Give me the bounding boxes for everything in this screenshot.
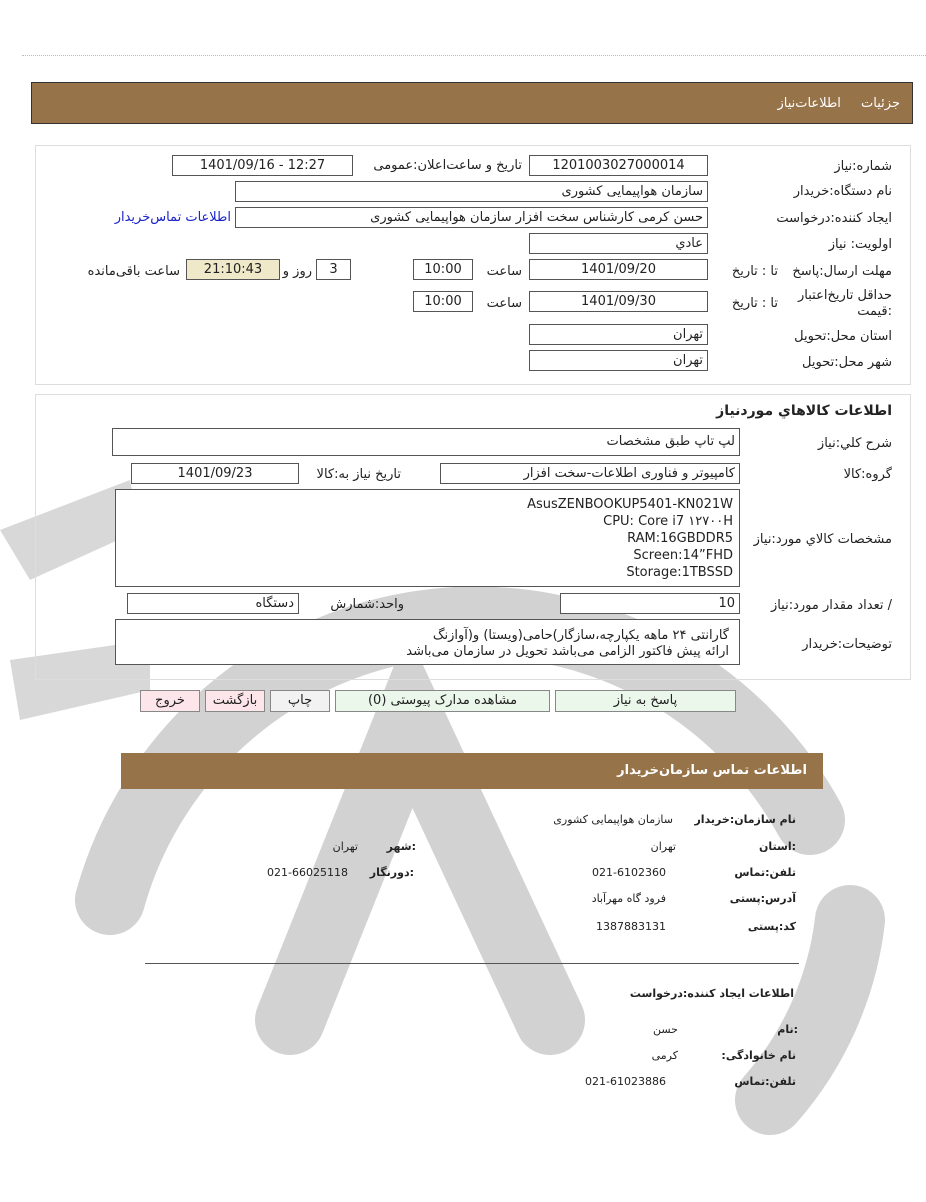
spec-line: CPU: Core i7 ۱۲۷۰۰H: [603, 514, 733, 529]
exit-button[interactable]: خروج: [140, 690, 200, 712]
contact-org-value: سازمان هواپیمایی کشوری: [553, 813, 673, 826]
buyer-org-label: نام دستگاه:خریدار: [793, 184, 892, 199]
contact-city-value: تهران: [332, 840, 358, 853]
contact-postal-value: 1387883131: [596, 920, 666, 933]
province-label: استان محل:تحویل: [794, 329, 892, 344]
contact-phone-label: تلفن:تماس: [734, 866, 796, 879]
notes-label: توضیحات:خریدار: [802, 637, 892, 652]
contact-address-value: فرود گاه مهرآباد: [591, 892, 666, 905]
contact-org-label: نام سازمان:خریدار: [694, 813, 796, 826]
buyer-contact-link[interactable]: اطلاعات تماس‌خریدار: [114, 210, 231, 225]
creator-label: ایجاد کننده:درخواست: [776, 211, 892, 226]
group-field: کامپیوتر و فناوری اطلاعات-سخت افزار: [440, 463, 740, 484]
details-header: [31, 82, 913, 124]
province-field: تهران: [529, 324, 708, 345]
summary-label: شرح كلي:نياز: [817, 436, 892, 451]
qty-field: 10: [560, 593, 740, 614]
priority-field: عادي: [529, 233, 708, 254]
validity-label-2: :قیمت: [857, 304, 892, 319]
days-label: روز و: [282, 264, 312, 279]
spec-line: RAM:16GBDDR5: [627, 531, 733, 546]
notes-line: ارائه پیش فاکتور الزامی می‌باشد تحویل در سازمان می‌باشد: [406, 644, 729, 659]
requester-family-value: کرمی: [651, 1049, 678, 1062]
spec-label: مشخصات كالاي مورد:نیاز: [753, 532, 892, 547]
contact-city-label: :شهر: [386, 840, 416, 853]
print-button[interactable]: چاپ: [270, 690, 330, 712]
back-button[interactable]: بازگشت: [205, 690, 265, 712]
unit-field: دستگاه: [127, 593, 299, 614]
deadline-date-field: 1401/09/20: [529, 259, 708, 280]
contact-divider: [145, 963, 799, 964]
requester-name-label: :نام: [777, 1023, 798, 1036]
validity-label-1: حداقل تاریخ‌اعتبار: [798, 288, 892, 303]
summary-field: لپ تاپ طبق مشخصات: [112, 428, 740, 456]
tab-need-info[interactable]: اطلاعات‌نیاز: [777, 96, 841, 111]
need-date-label: تاریخ نیاز به:کالا: [316, 467, 401, 482]
remaining-time-field: 21:10:43: [186, 259, 280, 280]
requester-name-value: حسن: [653, 1023, 678, 1036]
group-label: گروه:کالا: [843, 467, 892, 482]
contact-province-value: تهران: [650, 840, 676, 853]
need-number-field: 1201003027000014: [529, 155, 708, 176]
notes-line: گارانتی ۲۴ ماهه یکپارچه،سازگار)حامی(ویستا) و(آوازنگ: [432, 628, 729, 643]
announce-label: تاریخ و ساعت‌اعلان:عمومی: [373, 158, 522, 173]
deadline-time-field: 10:00: [413, 259, 473, 280]
contact-address-label: آدرس:پستی: [729, 892, 796, 905]
requester-title: اطلاعات ایجاد کننده:درخواست: [629, 987, 794, 1000]
attachments-button[interactable]: مشاهده مدارک پیوستی (0): [335, 690, 550, 712]
days-field: 3: [316, 259, 351, 280]
notes-field: [115, 619, 740, 665]
spec-line: AsusZENBOOKUP5401-KN021W: [527, 497, 733, 512]
contact-title: اطلاعات تماس سازمان‌خریدار: [617, 763, 807, 778]
requester-family-label: نام خانوادگی:: [721, 1049, 796, 1062]
validity-to-date-label: تا : تاریخ: [731, 296, 778, 311]
validity-time-label: ساعت: [486, 296, 522, 311]
deadline-label: مهلت ارسال:پاسخ: [792, 264, 892, 279]
requester-phone-value: 021-61023886: [585, 1075, 666, 1088]
priority-label: اولویت: نیاز: [828, 237, 892, 252]
city-field: تهران: [529, 350, 708, 371]
remaining-label: ساعت باقی‌مانده: [87, 264, 180, 279]
contact-phone-value: 021-6102360: [592, 866, 666, 879]
validity-date-field: 1401/09/30: [529, 291, 708, 312]
tab-details[interactable]: جزئیات: [861, 96, 900, 111]
validity-time-field: 10:00: [413, 291, 473, 312]
contact-postal-label: کد:پستی: [747, 920, 796, 933]
reply-button[interactable]: پاسخ به نیاز: [555, 690, 736, 712]
contact-province-label: :استان: [759, 840, 796, 853]
unit-label: واحد:شمارش: [330, 597, 404, 612]
deadline-to-date-label: تا : تاریخ: [731, 264, 778, 279]
deadline-time-label: ساعت: [486, 264, 522, 279]
spec-line: Storage:1TBSSD: [626, 565, 733, 580]
spec-field: [115, 489, 740, 587]
creator-field: حسن کرمی کارشناس سخت افزار سازمان هواپیمایی کشوری: [235, 207, 708, 228]
goods-section-title: اطلاعات كالاهاي موردنیاز: [716, 403, 892, 419]
qty-label: / تعداد مقدار مورد:نیاز: [770, 598, 892, 613]
contact-fax-value: 021-66025118: [267, 866, 348, 879]
city-label: شهر محل:تحویل: [802, 355, 892, 370]
announce-field: 1401/09/16 - 12:27: [172, 155, 353, 176]
requester-phone-label: تلفن:تماس: [734, 1075, 796, 1088]
buyer-org-field: سازمان هواپیمایی کشوری: [235, 181, 708, 202]
top-divider: [22, 55, 926, 56]
contact-fax-label: :دورنگار: [369, 866, 414, 879]
contact-header: [121, 753, 823, 789]
spec-line: Screen:14”FHD: [633, 548, 733, 563]
need-date-field: 1401/09/23: [131, 463, 299, 484]
need-number-label: شماره:نیاز: [834, 159, 892, 174]
